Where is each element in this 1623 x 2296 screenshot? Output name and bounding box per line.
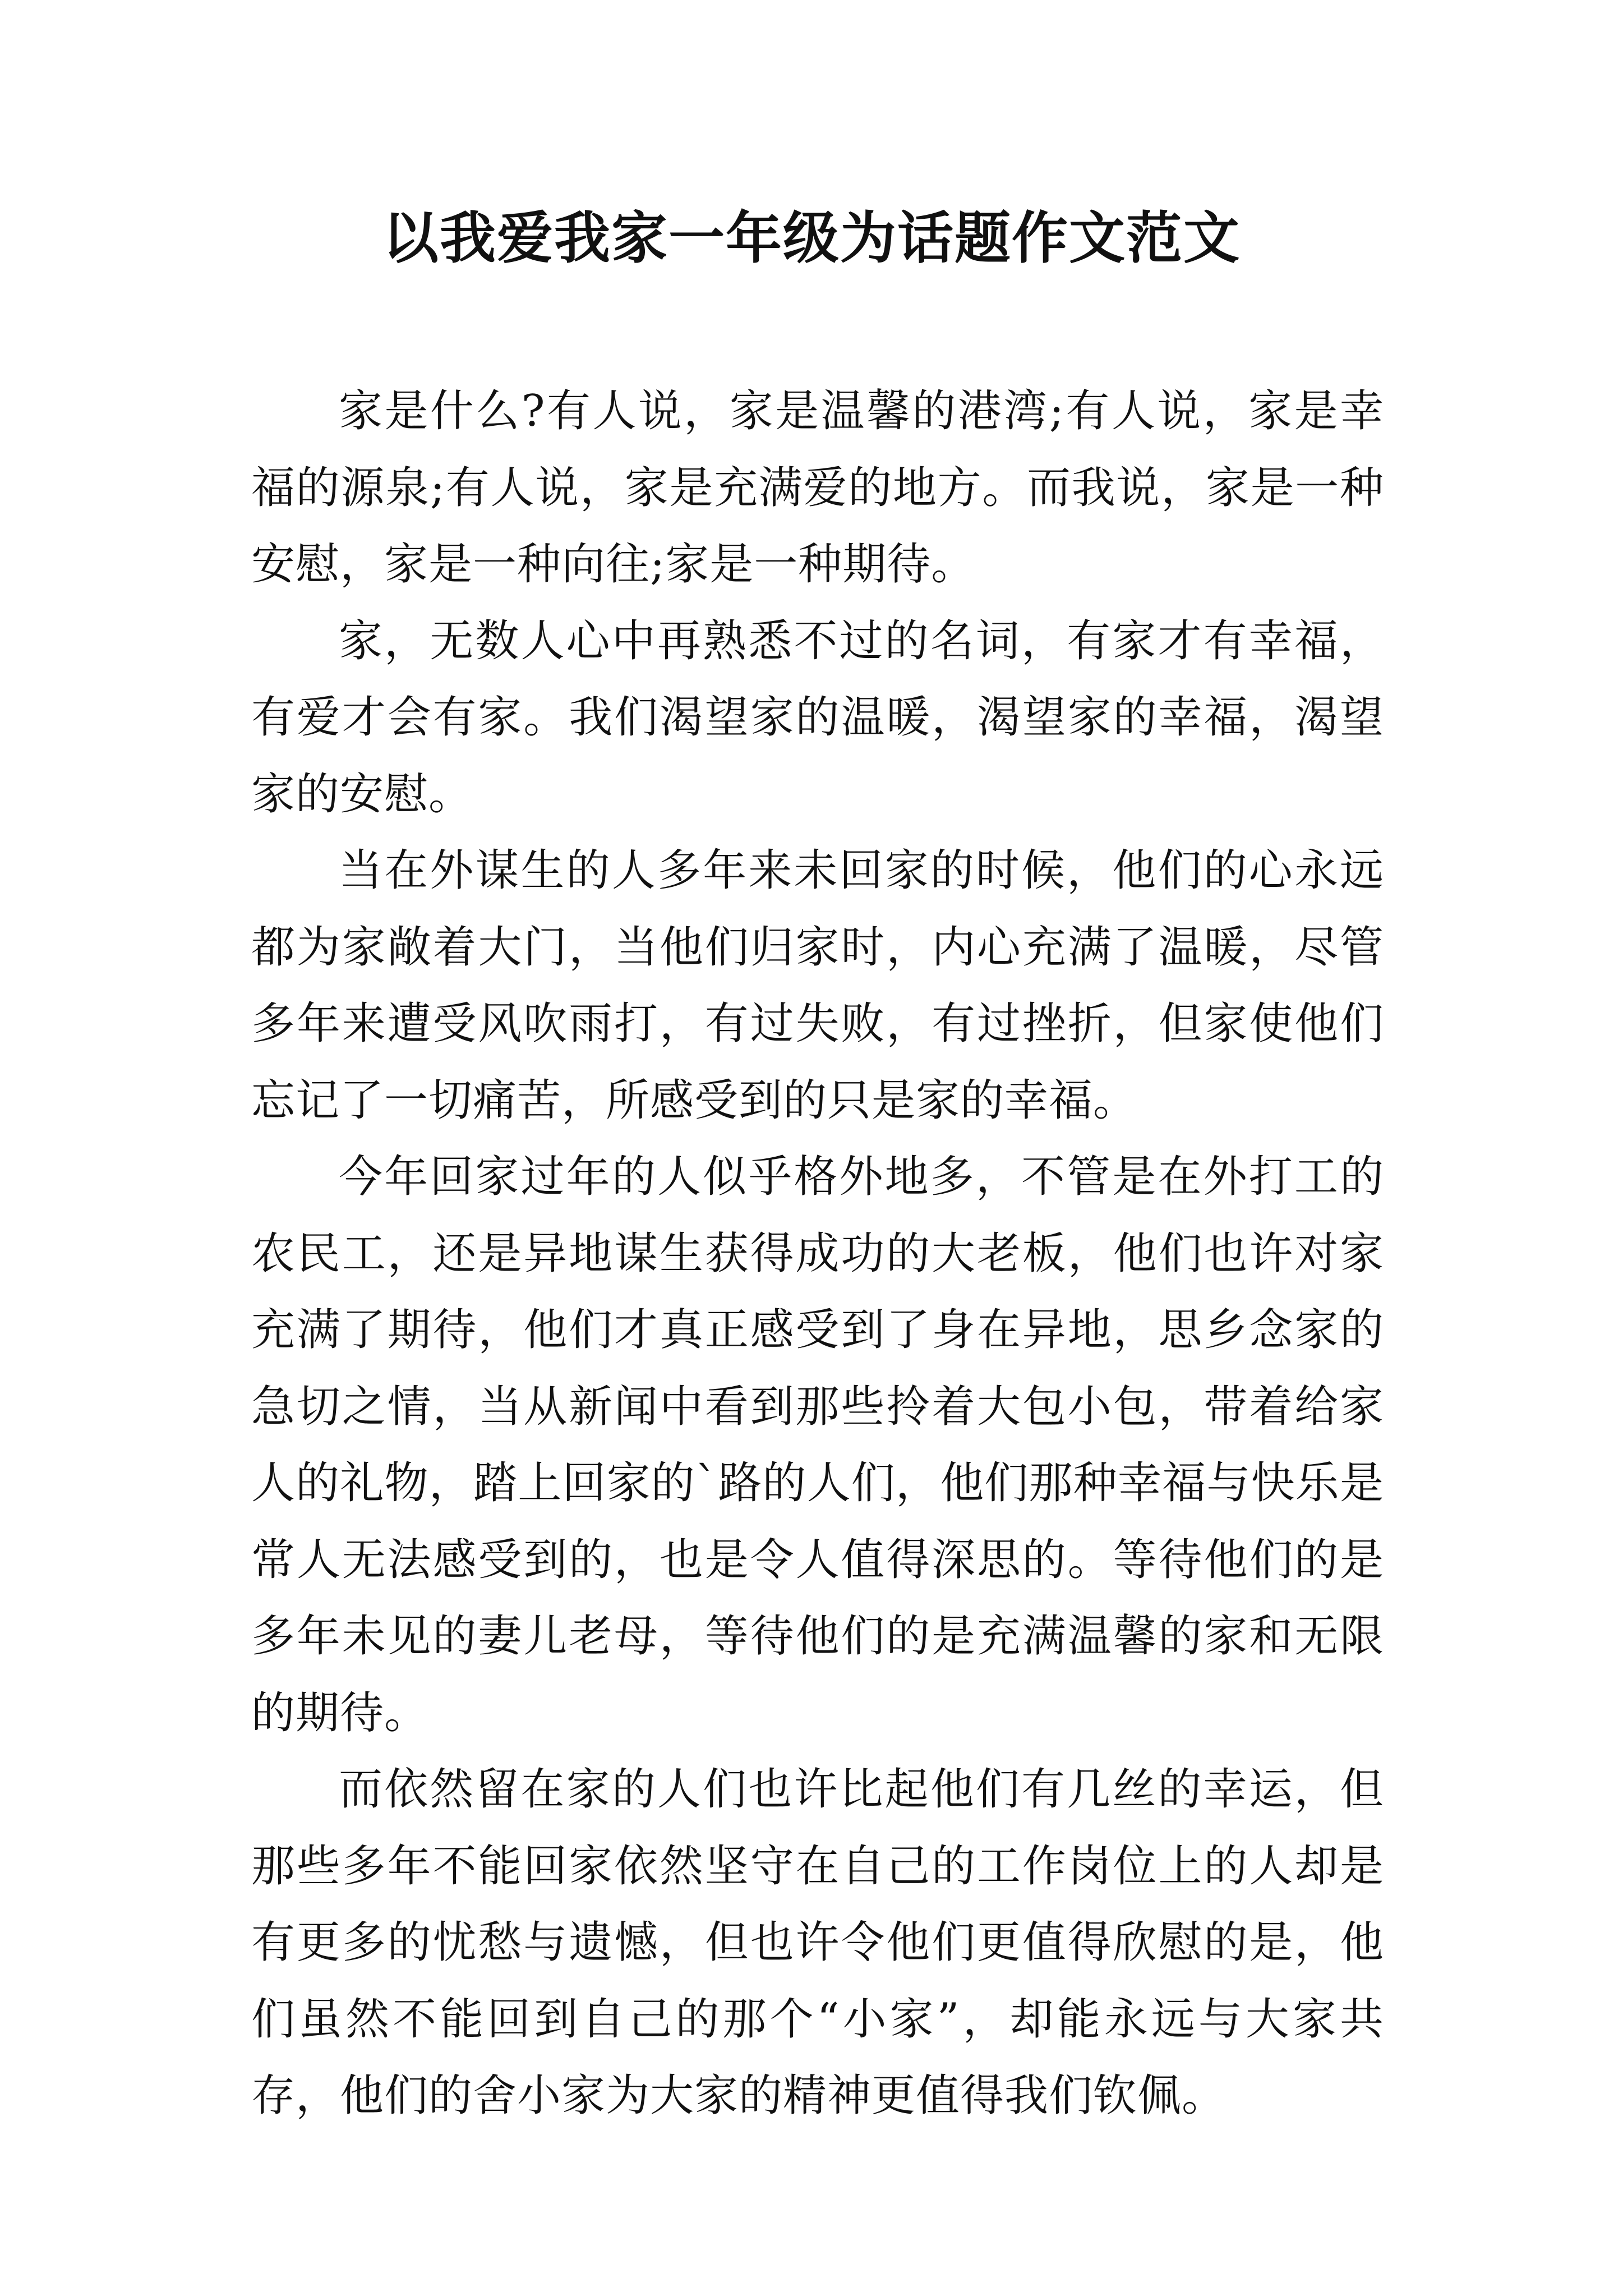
- paragraph-1: 家是什么?有人说，家是温馨的港湾;有人说，家是幸福的源泉;有人说，家是充满爱的地方。而我说，家是一种安慰，家是一种向往;家是一种期待。: [251, 386, 1384, 590]
- paragraph-5: 而依然留在家的人们也许比起他们有几丝的幸运，但那些多年不能回家依然坚守在自己的工作岗位上的人却是有更多的忧愁与遗憾，但也许令他们更值得欣慰的是，他们虽然不能回到自己的那个“小家”，却能永远与大家共存，他们的舍小家为大家的精神更值得我们钦佩。: [251, 1764, 1384, 2121]
- document-title: 以我爱我家一年级为话题作文范文: [382, 205, 1241, 271]
- paragraph-4: 今年回家过年的人似乎格外地多，不管是在外打工的农民工，还是异地谋生获得成功的大老板，他们也许对家充满了期待，他们才真正感受到了身在异地，思乡念家的急切之情，当从新闻中看到那些拎着大包小包，带着给家人的礼物，踏上回家的`路的人们，他们那种幸福与快乐是常人无法感受到的，也是令人值得深思的。等待他们的是多年未见的妻儿老母，等待他们的是充满温馨的家和无限的期待。: [251, 1152, 1384, 1738]
- paragraph-3: 当在外谋生的人多年来未回家的时候，他们的心永远都为家敞着大门，当他们归家时，内心充满了温暖，尽管多年来遭受风吹雨打，有过失败，有过挫折，但家使他们忘记了一切痛苦，所感受到的只是家的幸福。: [251, 845, 1384, 1126]
- paragraph-2: 家，无数人心中再熟悉不过的名词，有家才有幸福，有爱才会有家。我们渴望家的温暖，渴望家的幸福，渴望家的安慰。: [251, 615, 1384, 820]
- document-body: [251, 373, 1384, 2134]
